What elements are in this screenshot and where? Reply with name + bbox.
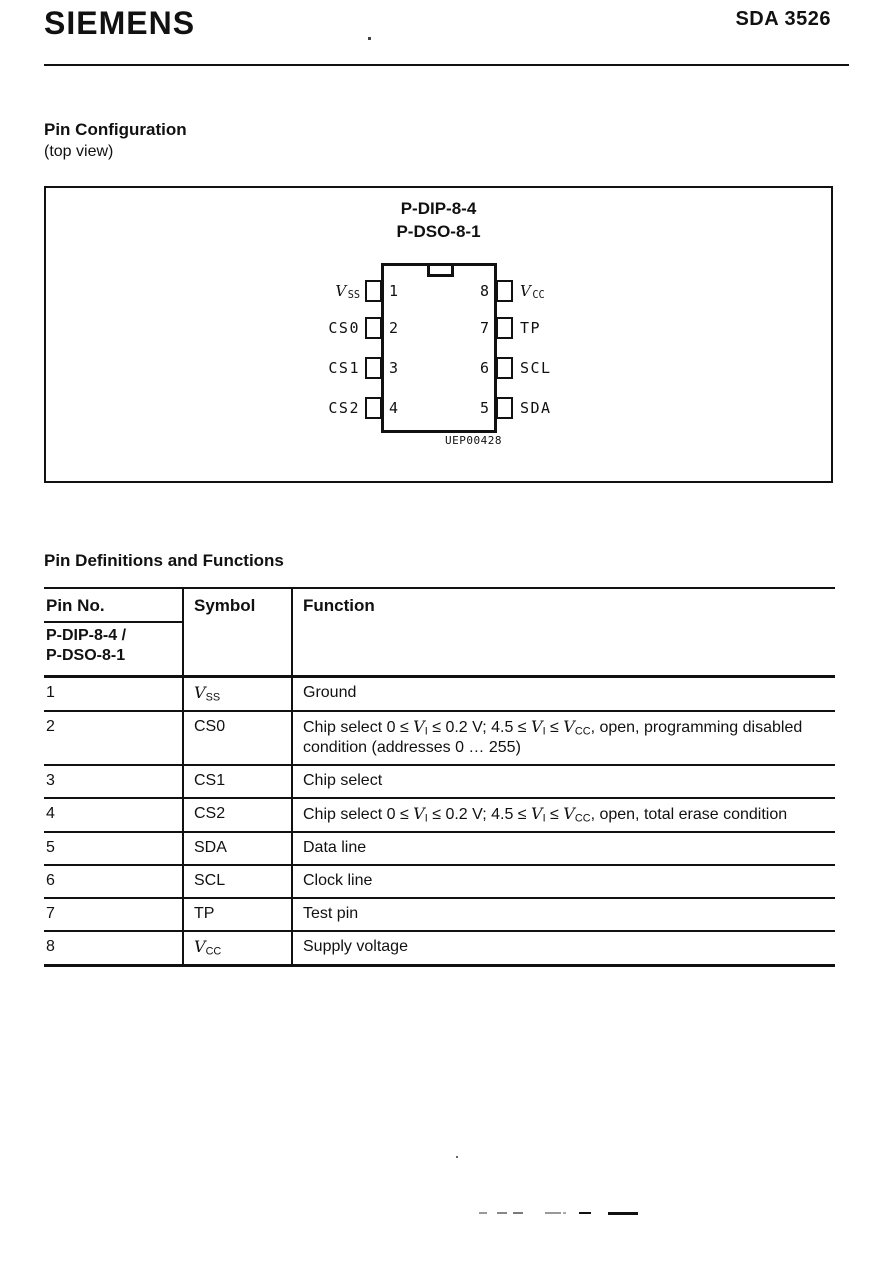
- subheader-line-1: P-DIP-8-4 /: [46, 627, 127, 644]
- table-row: [44, 865, 835, 898]
- scan-artifact-dash: [545, 1212, 561, 1214]
- pin-5-lead: [496, 397, 513, 419]
- pin-4-lead: [365, 397, 382, 419]
- cell-function: Test pin: [292, 898, 835, 931]
- table-row: [44, 677, 835, 712]
- column-header-pin-no: Pin No.: [44, 588, 183, 622]
- cell-pin: 5: [44, 832, 183, 865]
- scan-artifact-dash: [479, 1212, 487, 1214]
- scan-speck: [368, 37, 371, 40]
- pin-7-label: TP: [520, 319, 542, 337]
- pin-definitions-table-wrap: [44, 587, 835, 967]
- cell-pin: 1: [44, 677, 183, 712]
- ic-pin1-notch: [427, 266, 454, 277]
- brand-logo: SIEMENS: [44, 5, 196, 41]
- part-number: SDA 3526: [735, 8, 831, 30]
- cell-symbol: $V_{SS}$: [183, 677, 292, 712]
- pin-configuration-subtitle: (top view): [44, 143, 114, 160]
- pin-diagram-figure: [44, 186, 833, 483]
- pin-2-lead: [365, 317, 382, 339]
- pin-2-number: 2: [389, 319, 399, 337]
- cell-function: Supply voltage: [292, 931, 835, 966]
- pin-2-label: CS0: [328, 319, 360, 337]
- pin-5-label: SDA: [520, 399, 552, 417]
- scan-artifact-dash: [563, 1212, 566, 1214]
- cell-function: Chip select $0 \le V_I \le 0.2$ V; $4.5 \le V_I \le V_{CC}$, open, total erase condition: [292, 798, 835, 832]
- scan-artifact-dash: [513, 1212, 523, 1214]
- table-row: [44, 798, 835, 832]
- pin-8-label: $V_{CC}$: [520, 282, 545, 302]
- column-header-function: Function: [292, 588, 835, 677]
- pin-4-number: 4: [389, 399, 399, 417]
- pin-3-lead: [365, 357, 382, 379]
- scan-artifact-dash: [497, 1212, 507, 1214]
- cell-pin: 8: [44, 931, 183, 966]
- scan-artifact-dash: [579, 1212, 591, 1214]
- scan-artifact-bar: [608, 1212, 638, 1215]
- pin-8-lead: [496, 280, 513, 302]
- cell-function: Data line: [292, 832, 835, 865]
- cell-symbol: CS0: [183, 711, 292, 765]
- header-divider: [44, 64, 849, 66]
- subheader-line-2: P-DSO-8-1: [46, 647, 126, 664]
- pin-3-label: CS1: [328, 359, 360, 377]
- cell-function: Ground: [292, 677, 835, 712]
- column-header-symbol: Symbol: [183, 588, 292, 677]
- package-name-dip: P-DIP-8-4: [400, 199, 477, 218]
- pin-7-lead: [496, 317, 513, 339]
- cell-symbol: $V_{CC}$: [183, 931, 292, 966]
- pin-5-number: 5: [479, 399, 489, 417]
- table-row: [44, 931, 835, 966]
- package-names: [46, 197, 831, 243]
- table-header-row: [44, 588, 835, 622]
- table-row: [44, 832, 835, 865]
- pin-definitions-title: Pin Definitions and Functions: [44, 551, 284, 570]
- cell-function: Chip select $0 \le V_I \le 0.2$ V; $4.5 \le V_I \le V_{CC}$, open, programming disabled condition (addresses 0 … 255): [292, 711, 835, 765]
- pin-definitions-table: [44, 587, 835, 967]
- cell-pin: 6: [44, 865, 183, 898]
- pin-7-number: 7: [479, 319, 489, 337]
- figure-code: UEP00428: [445, 434, 502, 447]
- cell-symbol: CS2: [183, 798, 292, 832]
- cell-symbol: SDA: [183, 832, 292, 865]
- cell-symbol: TP: [183, 898, 292, 931]
- pin-configuration-title: Pin Configuration: [44, 120, 187, 139]
- pin-1-number: 1: [389, 282, 399, 300]
- cell-pin: 4: [44, 798, 183, 832]
- table-row: [44, 765, 835, 798]
- pin-1-label: $V_{SS}$: [335, 282, 360, 302]
- cell-pin: 7: [44, 898, 183, 931]
- scan-speck: [456, 1156, 458, 1158]
- table-row: [44, 711, 835, 765]
- cell-pin: 2: [44, 711, 183, 765]
- pin-6-label: SCL: [520, 359, 552, 377]
- cell-pin: 3: [44, 765, 183, 798]
- pin-6-number: 6: [479, 359, 489, 377]
- pin-no-subheader: [44, 622, 183, 677]
- pin-8-number: 8: [479, 282, 489, 300]
- table-row: [44, 898, 835, 931]
- pin-1-lead: [365, 280, 382, 302]
- pin-4-label: CS2: [328, 399, 360, 417]
- cell-function: Chip select: [292, 765, 835, 798]
- cell-function: Clock line: [292, 865, 835, 898]
- package-name-dso: P-DSO-8-1: [396, 222, 481, 241]
- cell-symbol: SCL: [183, 865, 292, 898]
- cell-symbol: CS1: [183, 765, 292, 798]
- pin-3-number: 3: [389, 359, 399, 377]
- pin-6-lead: [496, 357, 513, 379]
